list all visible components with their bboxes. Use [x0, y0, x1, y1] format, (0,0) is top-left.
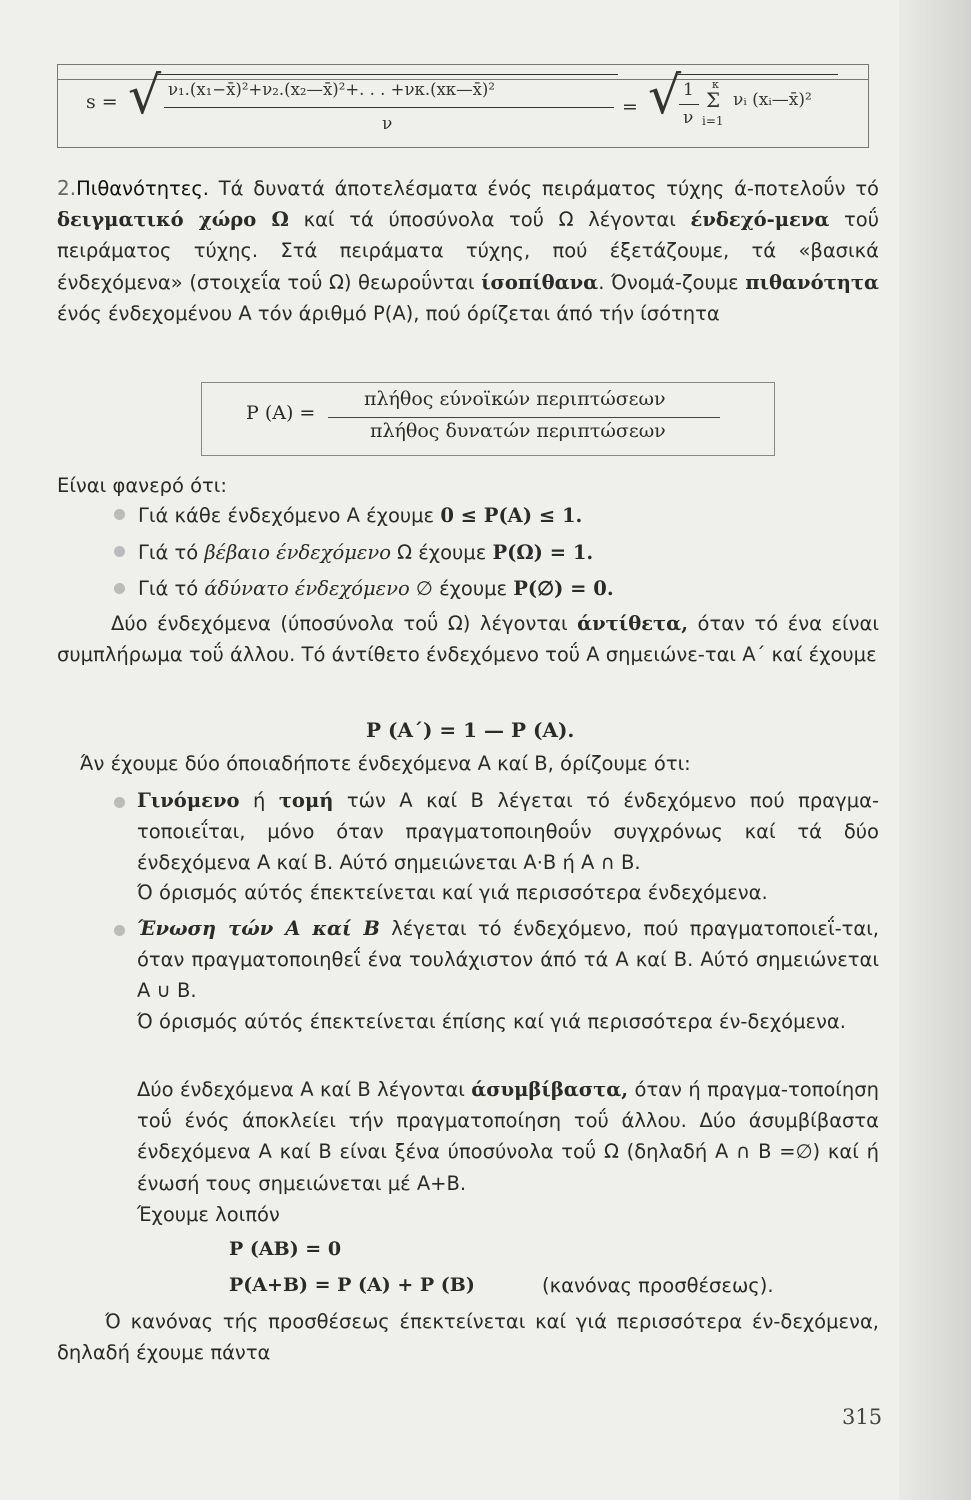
text-span: τοΰ πειράματος τύχης. Στά πειράματα τύχης, πού έξετάζουμε, τά «βασικά ένδεχόμενα» (στοιχεΐα τοΰ Ω) θεωροΰνται [57, 208, 880, 294]
opposite-events-paragraph [57, 608, 879, 670]
formula-fraction-line [164, 107, 614, 108]
addition-extension-paragraph: Ό κανόνας τής προσθέσεως έπεκτείνεται καί γιά περισσότερα έν-δεχόμενα, δηλαδή έχουμε πάντα [57, 1310, 879, 1365]
term-product: Γινόμενο [137, 789, 240, 812]
bullet-certain [138, 537, 593, 568]
sum-fraction-line [679, 104, 699, 105]
italic-term: άδύνατο ένδεχόμενο [204, 577, 410, 600]
formula-equals: = [622, 96, 638, 118]
text-span: όταν ή πραγμα-τοποίηση τοΰ ένός άποκλείει τήν πραγματοποίηση τοΰ άλλου. Δύο άσυμβίβαστα ένδεχόμενα Α καί Β είναι ξένα ύποσύνολα τοΰ Ω (δηλαδή Α ∩ Β =∅) καί ή ένωσή τους σημειώνεται μέ Α+Β. [137, 1078, 879, 1195]
term-opposite: άντίθετα, [577, 612, 688, 635]
exclusive-events-paragraph [137, 1074, 879, 1199]
text-span: Γιά τό [138, 577, 205, 600]
sum-lower-limit: i=1 [702, 114, 724, 128]
intersection-paragraph [137, 785, 879, 879]
page-number: 315 [842, 1405, 883, 1429]
radical-sign-2: √ [648, 66, 682, 126]
text-span: τών Α καί Β λέγεται τό ένδεχόμενο πού πραγμα-τοποιεΐται, μόνο όταν πραγματοποιηθοΰν συγχρόνως καί τά δύο ένδεχόμενα Α καί Β. Αύτό σημειώνεται Α·Β ή Α ∩ Β. [137, 789, 879, 875]
addition-rule-note: (κανόνας προσθέσεως). [542, 1274, 774, 1297]
intersection-extension: Ό όρισμός αύτός έπεκτείνεται καί γιά περισσότερα ένδεχόμενα. [137, 881, 768, 904]
thus-we-have: Έχουμε λοιπόν [137, 1203, 280, 1226]
sum-fraction-den: ν [683, 108, 694, 128]
text-span: Γιά κάθε ένδεχόμενο Α έχουμε [138, 504, 441, 527]
prob-formula-denominator: πλήθος δυνατών περιπτώσεων [370, 420, 666, 442]
sum-fraction-num: 1 [683, 80, 694, 100]
term-sample-space: δειγματικό χώρο Ω [57, 208, 289, 232]
formula-lhs: s = [86, 91, 118, 113]
term-mutually-exclusive: άσυμβίβαστα, [471, 1078, 629, 1101]
formula-numerator: ν₁.(x₁−x̄)²+ν₂.(x₂—x̄)²+. . . +νκ.(xκ—x̄)² [168, 80, 495, 99]
bullet-dot [114, 546, 125, 557]
text-span: ή [239, 789, 279, 812]
text-span: Δύο ένδεχόμενα Α καί Β λέγονται [137, 1078, 472, 1101]
term-union: Ένωση τών Α καί Β [137, 917, 380, 940]
text-span: ένός ένδεχομένου Α τόν άριθμό Ρ(Α), πού όρίζεται άπό τήν ίσότητα [57, 301, 720, 325]
bullet-range [138, 500, 582, 531]
term-equiprobable: ίσοπίθανα [481, 270, 599, 294]
math-inline: Ρ(Ω) = 1. [492, 541, 594, 564]
radical-vinculum-1 [158, 74, 618, 75]
sum-upper-limit: κ [712, 78, 719, 91]
two-events-intro: Άν έχουμε δύο όποιαδήποτε ένδεχόμενα Α καί Β, όρίζουμε ότι: [80, 752, 691, 775]
equation-addition-rule: Ρ(Α+Β) = Ρ (Α) + Ρ (Β) [229, 1274, 475, 1296]
union-extension: Ό όρισμός αύτός έπεκτείνεται έπίσης καί γιά περισσότερα έν-δεχόμενα. [137, 1010, 846, 1033]
bullet-impossible [138, 573, 614, 604]
prob-formula-numerator: πλήθος εύνοϊκών περιπτώσεων [364, 388, 666, 410]
math-inline: 0 ≤ Ρ(Α) ≤ 1. [440, 504, 583, 527]
math-inline: Ρ(∅) = 0. [513, 577, 614, 600]
union-paragraph [137, 913, 879, 1007]
sum-sign: Σ [706, 88, 721, 112]
page-edge-shadow [899, 0, 971, 1500]
text-span: όταν τό ένα είναι συμπλήρωμα τοΰ άλλου. Τό άντίθετο ένδεχόμενο τοΰ Α σημειώνε-ται Α΄ καί έχουμε [57, 612, 879, 667]
italic-term: βέβαιο ένδεχόμενο [204, 541, 391, 564]
text-span: . Όνομά-ζουμε [598, 270, 746, 294]
text-span: λέγεται τό ένδεχόμενο, πού πραγματοποιεΐ-ται, όταν πραγματοποιηθεΐ ένα τουλάχιστον άπό τά Α καί Β. Αύτό σημειώνεται Α ∪ Β. [137, 917, 879, 1003]
text-span: ∅ έχουμε [409, 577, 514, 600]
complement-formula: Ρ (Α΄) = 1 — Ρ (Α). [366, 718, 575, 742]
text-span: Δύο ένδεχόμενα (ύποσύνολα τοΰ Ω) λέγονται [111, 612, 578, 635]
bullet-dot [114, 583, 125, 594]
formula-denominator: ν [382, 114, 393, 134]
probability-definition-paragraph [57, 173, 879, 329]
text-span: καί τά ύποσύνολα τοΰ Ω λέγονται [288, 208, 691, 232]
evident-heading: Είναι φανερό ότι: [57, 474, 227, 497]
radical-vinculum-2 [678, 74, 838, 75]
term-probability: πιθανότητα [745, 270, 879, 294]
term-events: ένδεχό-μενα [690, 208, 830, 232]
sum-body: νᵢ (xᵢ—x̄)² [733, 90, 812, 110]
equation-intersection-zero: Ρ (ΑΒ) = 0 [229, 1238, 342, 1260]
prob-formula-lhs: Ρ (Α) = [246, 402, 316, 424]
term-intersection: τομή [278, 789, 334, 812]
text-span: Γιά τό [138, 541, 205, 564]
radical-sign-1: √ [128, 66, 162, 126]
bullet-dot [114, 509, 125, 520]
section-number: 2. [57, 176, 77, 200]
text-span: Τά δυνατά άποτελέσματα ένός πειράματος τύχης ά-ποτελοΰν τό [209, 177, 879, 200]
section-title: Πιθανότητες. [76, 177, 209, 200]
text-span: Ω έχουμε [390, 541, 493, 564]
bullet-dot [114, 797, 125, 808]
prob-formula-line [328, 417, 720, 418]
bullet-dot [114, 925, 125, 936]
